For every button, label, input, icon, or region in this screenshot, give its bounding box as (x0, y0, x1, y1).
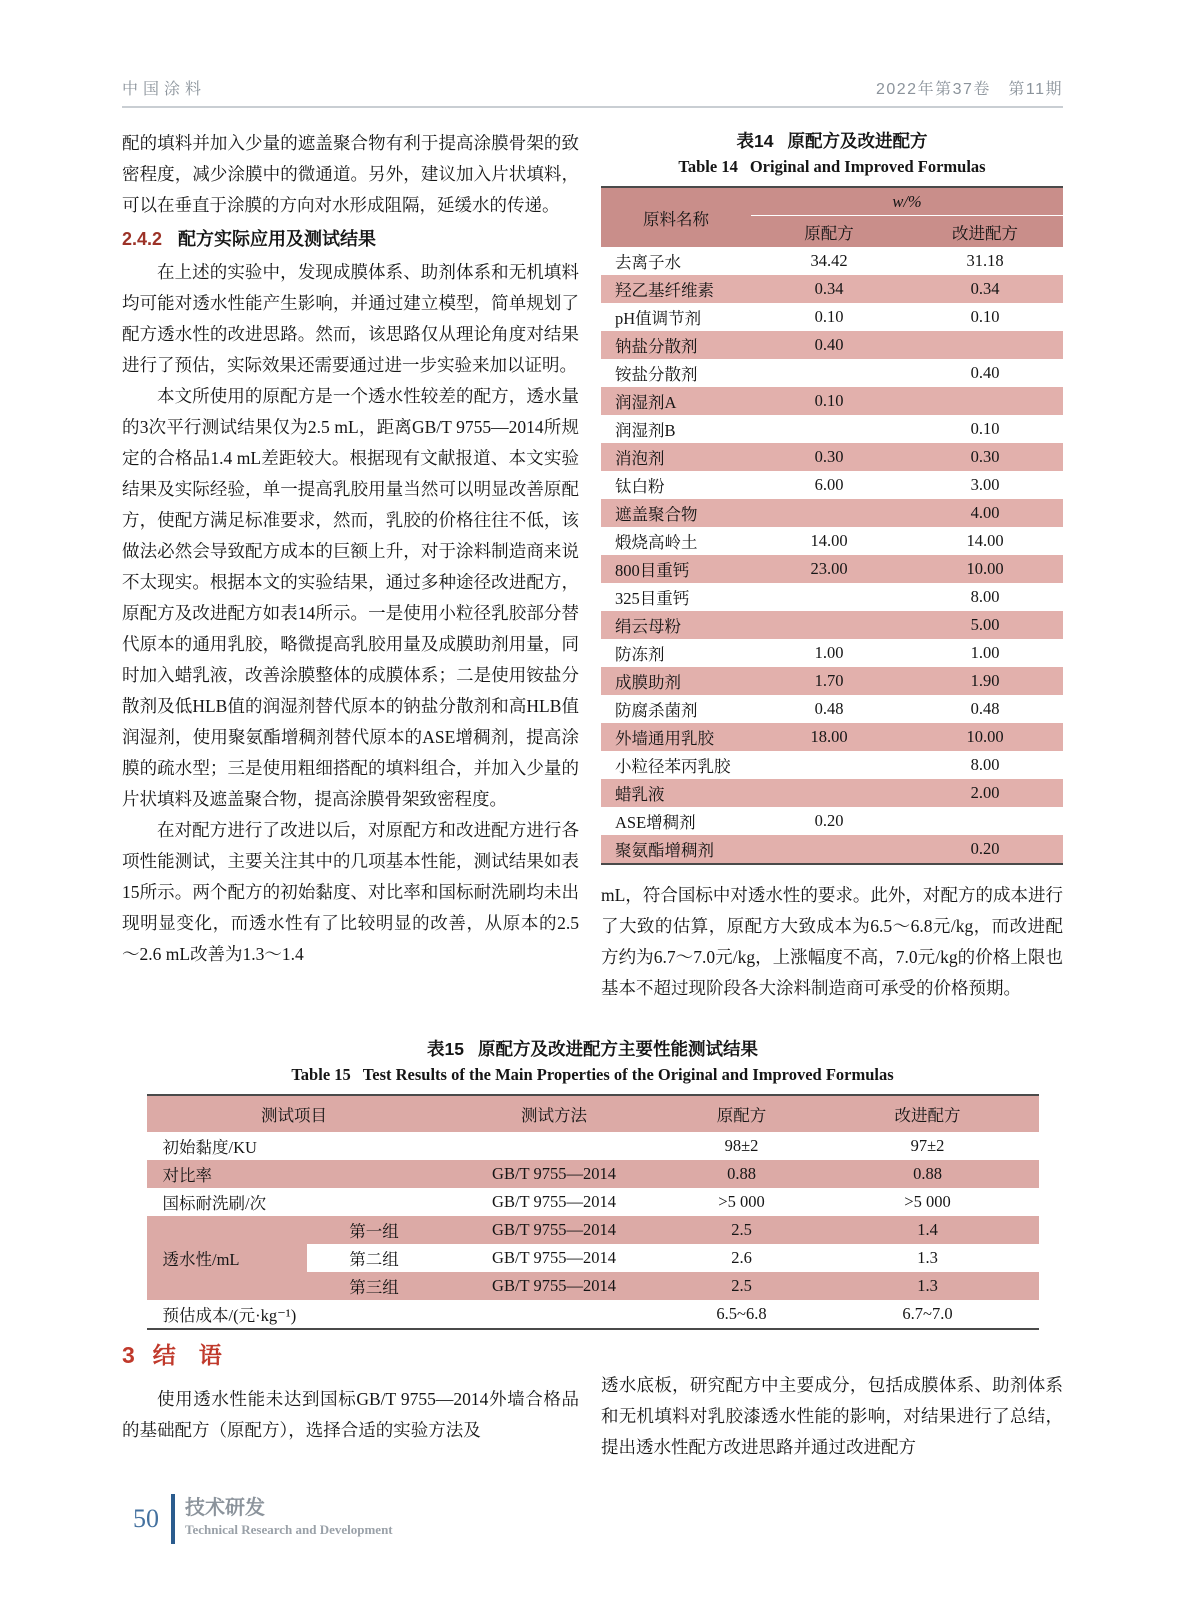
page-number: 50 (133, 1504, 159, 1533)
t15-improved: 1.3 (917, 1248, 938, 1267)
t15-item: 对比率 (147, 1160, 442, 1188)
table-row (601, 331, 1063, 359)
t14-original: 0.10 (814, 307, 844, 326)
table-row (601, 527, 1063, 555)
t14-material: pH值调节剂 (615, 309, 702, 328)
paragraph: 透水底板，研究配方中主要成分，包括成膜体系、助剂体系和无机填料对乳胶漆透水性能的影响，对结果进行了总结，提出透水性配方改进思路并通过改进配方 (601, 1375, 1063, 1457)
t14-original: 0.34 (751, 275, 907, 303)
t14-improved: 0.20 (907, 835, 1063, 864)
conclusion-left (122, 1340, 579, 1463)
t15-item: 预估成本/(元·kg⁻¹) (162, 1306, 297, 1325)
table15-col-method: 测试方法 (442, 1095, 667, 1132)
t14-improved (907, 807, 1063, 835)
footer-section (185, 1494, 393, 1540)
t14-original (751, 779, 907, 807)
t14-material: 煅烧高岭土 (615, 533, 698, 552)
t15-improved: >5 000 (904, 1192, 951, 1211)
heading-conclusion (122, 1340, 579, 1370)
table14-col-improved: 改进配方 (907, 216, 1063, 248)
table14-body (601, 247, 1063, 864)
table14-col-w: w/% (751, 187, 1063, 216)
paragraph: 使用透水性能未达到国标GB/T 9755—2014外墙合格品的基础配方（原配方），选择合适的实验方法及 (122, 1389, 579, 1440)
running-head (122, 76, 1063, 108)
t14-improved: 31.18 (966, 251, 1004, 270)
t14-improved: 5.00 (907, 611, 1063, 639)
table-row (147, 1160, 1039, 1188)
page-footer (133, 1494, 393, 1544)
t15-improved: 0.88 (817, 1160, 1039, 1188)
t14-improved: 4.00 (907, 499, 1063, 527)
table-row (601, 275, 1063, 303)
t15-improved: 6.7~7.0 (902, 1304, 953, 1323)
journal-name: 中国涂料 (122, 81, 207, 98)
t14-original: 1.00 (814, 643, 844, 662)
t15-improved: 1.3 (817, 1272, 1039, 1300)
t14-original (751, 835, 907, 864)
table15-body (147, 1132, 1039, 1329)
t14-improved: 10.00 (907, 723, 1063, 751)
table-row (601, 471, 1063, 499)
table15-section (122, 1036, 1063, 1330)
table14-caption-cn: 原配方及改进配方 (787, 131, 928, 151)
t15-method (442, 1300, 667, 1329)
t14-material: 防冻剂 (615, 645, 665, 664)
t14-original: 1.70 (751, 667, 907, 695)
t15-item: 国标耐洗刷/次 (162, 1194, 267, 1213)
t14-material: 钛白粉 (615, 477, 665, 496)
t14-improved: 1.00 (970, 643, 1000, 662)
t14-material: 小粒径苯丙乳胶 (615, 757, 731, 776)
heading-text: 结 语 (152, 1342, 222, 1368)
paragraph-continuation: 配的填料并加入少量的遮盖聚合物有利于提高涂膜骨架的致密程度，减少涂膜中的微通道。另外，建议加入片状填料，可以在垂直于涂膜的方向对水形成阻隔，延缓水的传递。 (122, 133, 579, 215)
table14-title-en (601, 154, 1063, 179)
t14-original: 23.00 (751, 555, 907, 583)
table15-head (147, 1095, 1039, 1132)
paragraph: 本文所使用的原配方是一个透水性较差的配方，透水量的3次平行测试结果仅为2.5 mL，距离GB/T 9755—2014所规定的合格品1.4 mL差距较大。根据现有文献报道、本文实验结果及实际经验，单一提高乳胶用量当然可以明显改善原配方，使配方满足标准要求，然而，乳胶的价格往往不低，该做法必然会导致配方成本的巨额上升，对于涂料制造商来说不太现实。根据本文的实验结果，通过多种途径改进配方，原配方及改进配方如表14所示。一是使用小粒径乳胶部分替代原本的通用乳胶，略微提高乳胶用量及成膜助剂用量，同时加入蜡乳液，改善涂膜整体的成膜体系；二是使用铵盐分散剂及低HLB值的润湿剂替代原本的钠盐分散剂和高HLB值润湿剂，使用聚氨酯增稠剂替代原本的ASE增稠剂，提高涂膜的疏水型；三是使用粗细搭配的填料组合，并加入少量的片状填料及遮盖聚合物，提高涂膜骨架致密程度。 (122, 386, 579, 809)
table-row (601, 499, 1063, 527)
heading-number: 2.4.2 (122, 229, 163, 249)
t14-improved: 14.00 (966, 531, 1004, 550)
table14-label-cn: 表14 (736, 131, 774, 151)
main-columns (122, 128, 1063, 1004)
t14-improved: 0.10 (970, 307, 1000, 326)
t15-method: GB/T 9755—2014 (442, 1160, 667, 1188)
t15-perm-label: 透水性/mL (147, 1216, 307, 1300)
t15-original: 0.88 (667, 1160, 817, 1188)
t14-improved: 0.10 (970, 419, 1000, 438)
table-row (601, 611, 1063, 639)
t14-material: 防腐杀菌剂 (615, 701, 698, 720)
table15-col-improved: 改进配方 (817, 1095, 1039, 1132)
footer-section-cn: 技术研发 (185, 1497, 265, 1519)
t14-improved: 0.34 (907, 275, 1063, 303)
table15-title-en (122, 1062, 1063, 1087)
t14-material: 蜡乳液 (601, 779, 751, 807)
table-row (601, 835, 1063, 864)
table-row (601, 779, 1063, 807)
t14-improved: 0.30 (907, 443, 1063, 471)
t15-group: 第二组 (349, 1250, 399, 1269)
t15-improved: 97±2 (910, 1136, 945, 1155)
table-row (601, 555, 1063, 583)
t14-original: 0.48 (814, 699, 844, 718)
table15-label-cn: 表15 (427, 1039, 464, 1059)
table-row (601, 443, 1063, 471)
t14-improved (907, 387, 1063, 415)
t15-original: 2.5 (667, 1216, 817, 1244)
t14-material: 外墙通用乳胶 (601, 723, 751, 751)
table-row (147, 1216, 1039, 1244)
table-row (601, 751, 1063, 779)
t15-method (442, 1132, 667, 1160)
t14-improved: 10.00 (907, 555, 1063, 583)
left-column (122, 128, 579, 1004)
t14-original: 0.10 (751, 387, 907, 415)
table-row (601, 387, 1063, 415)
t14-material: 325目重钙 (615, 589, 690, 608)
t15-method: GB/T 9755—2014 (442, 1216, 667, 1244)
table-row (147, 1300, 1039, 1329)
table14-label-en: Table 14 (678, 157, 738, 176)
t14-material: 钠盐分散剂 (601, 331, 751, 359)
t14-material: 羟乙基纤维素 (601, 275, 751, 303)
t14-material: 铵盐分散剂 (615, 365, 698, 384)
t14-material: ASE增稠剂 (615, 813, 696, 832)
t15-group: 第三组 (307, 1272, 442, 1300)
t15-original: 2.6 (731, 1248, 752, 1267)
journal-issue: 2022年第37卷 第11期 (875, 81, 1063, 98)
t15-method: GB/T 9755—2014 (492, 1248, 616, 1267)
table14-caption-en: Original and Improved Formulas (749, 157, 986, 176)
t14-original (751, 359, 907, 387)
t15-original: 98±2 (724, 1136, 759, 1155)
heading-number: 3 (122, 1342, 135, 1368)
t15-method: GB/T 9755—2014 (492, 1192, 616, 1211)
paragraph: 在对配方进行了改进以后，对原配方和改进配方进行各项性能测试，主要关注其中的几项基本性能，测试结果如表15所示。两个配方的初始黏度、对比率和国标耐洗刷均未出现明显变化，而透水性有了比较明显的改善，从原本的2.5～2.6 mL改善为1.3～1.4 (122, 820, 579, 964)
table15 (147, 1094, 1039, 1330)
table-row (601, 303, 1063, 331)
t14-material: 润湿剂A (601, 387, 751, 415)
table15-label-en: Table 15 (291, 1065, 351, 1084)
table14-title-cn (601, 128, 1063, 154)
table14 (601, 186, 1063, 865)
conclusion-section (122, 1340, 1063, 1463)
t14-original: 0.40 (751, 331, 907, 359)
t14-original: 14.00 (810, 531, 848, 550)
table-row (147, 1188, 1039, 1216)
heading-2-4-2 (122, 224, 579, 255)
table14-col-original: 原配方 (751, 216, 907, 248)
table14-head (601, 187, 1063, 247)
t14-improved: 2.00 (907, 779, 1063, 807)
t14-material: 遮盖聚合物 (601, 499, 751, 527)
t14-material: 绢云母粉 (601, 611, 751, 639)
t14-original (751, 583, 907, 611)
t14-improved: 8.00 (970, 755, 1000, 774)
t14-original: 34.42 (810, 251, 848, 270)
table-row (601, 695, 1063, 723)
table-row (601, 359, 1063, 387)
t14-original: 0.20 (814, 811, 844, 830)
table15-col-original: 原配方 (667, 1095, 817, 1132)
heading-text: 配方实际应用及测试结果 (178, 229, 377, 249)
conclusion-right (601, 1340, 1063, 1463)
t14-material: 润湿剂B (615, 421, 676, 440)
t14-original: 0.30 (751, 443, 907, 471)
t14-improved (907, 331, 1063, 359)
t14-original: 6.00 (814, 475, 844, 494)
table-row (147, 1132, 1039, 1160)
t15-original: 6.5~6.8 (716, 1304, 767, 1323)
table15-title-cn (122, 1036, 1063, 1062)
table-row (601, 415, 1063, 443)
table-row (601, 583, 1063, 611)
t14-material: 去离子水 (615, 253, 681, 272)
table-row (601, 667, 1063, 695)
t14-material: 800目重钙 (601, 555, 751, 583)
right-column (601, 128, 1063, 1004)
footer-section-en: Technical Research and Development (185, 1522, 393, 1537)
t15-item: 初始黏度/KU (162, 1138, 257, 1157)
table-row (601, 723, 1063, 751)
t14-material: 聚氨酯增稠剂 (601, 835, 751, 864)
table-row (601, 639, 1063, 667)
t14-improved: 0.48 (970, 699, 1000, 718)
t14-improved: 3.00 (970, 475, 1000, 494)
t14-improved: 1.90 (907, 667, 1063, 695)
footer-divider-bar (171, 1494, 175, 1544)
table15-caption-cn: 原配方及改进配方主要性能测试结果 (477, 1039, 758, 1059)
t14-original (751, 415, 907, 443)
table15-col-item: 测试项目 (147, 1095, 442, 1132)
paragraph-after-table14: mL，符合国标中对透水性的要求。此外，对配方的成本进行了大致的估算，原配方大致成本为6.5～6.8元/kg，而改进配方约为6.7～7.0元/kg，上涨幅度不高，7.0元/kg的价格上限也基本不超过现阶段各大涂料制造商可承受的价格预期。 (601, 885, 1063, 998)
t14-material: 消泡剂 (601, 443, 751, 471)
table-row (601, 807, 1063, 835)
t14-original: 18.00 (751, 723, 907, 751)
t14-improved: 0.40 (970, 363, 1000, 382)
t14-improved: 8.00 (970, 587, 1000, 606)
t14-material: 成膜助剂 (601, 667, 751, 695)
t15-method: GB/T 9755—2014 (442, 1272, 667, 1300)
t14-original (751, 751, 907, 779)
t15-original: 2.5 (667, 1272, 817, 1300)
table15-caption-en: Test Results of the Main Properties of the Original and Improved Formulas (362, 1065, 894, 1084)
t14-original (751, 611, 907, 639)
t15-improved: 1.4 (817, 1216, 1039, 1244)
paragraph: 在上述的实验中，发现成膜体系、助剂体系和无机填料均可能对透水性能产生影响，并通过建立模型，简单规划了配方透水性的改进思路。然而，该思路仅从理论角度对结果进行了预估，实际效果还需要通过进一步实验来加以证明。 (122, 262, 579, 375)
t15-group: 第一组 (307, 1216, 442, 1244)
t15-original: >5 000 (718, 1192, 765, 1211)
table-row (601, 247, 1063, 275)
t14-original (751, 499, 907, 527)
table14-col-material: 原料名称 (601, 187, 751, 247)
